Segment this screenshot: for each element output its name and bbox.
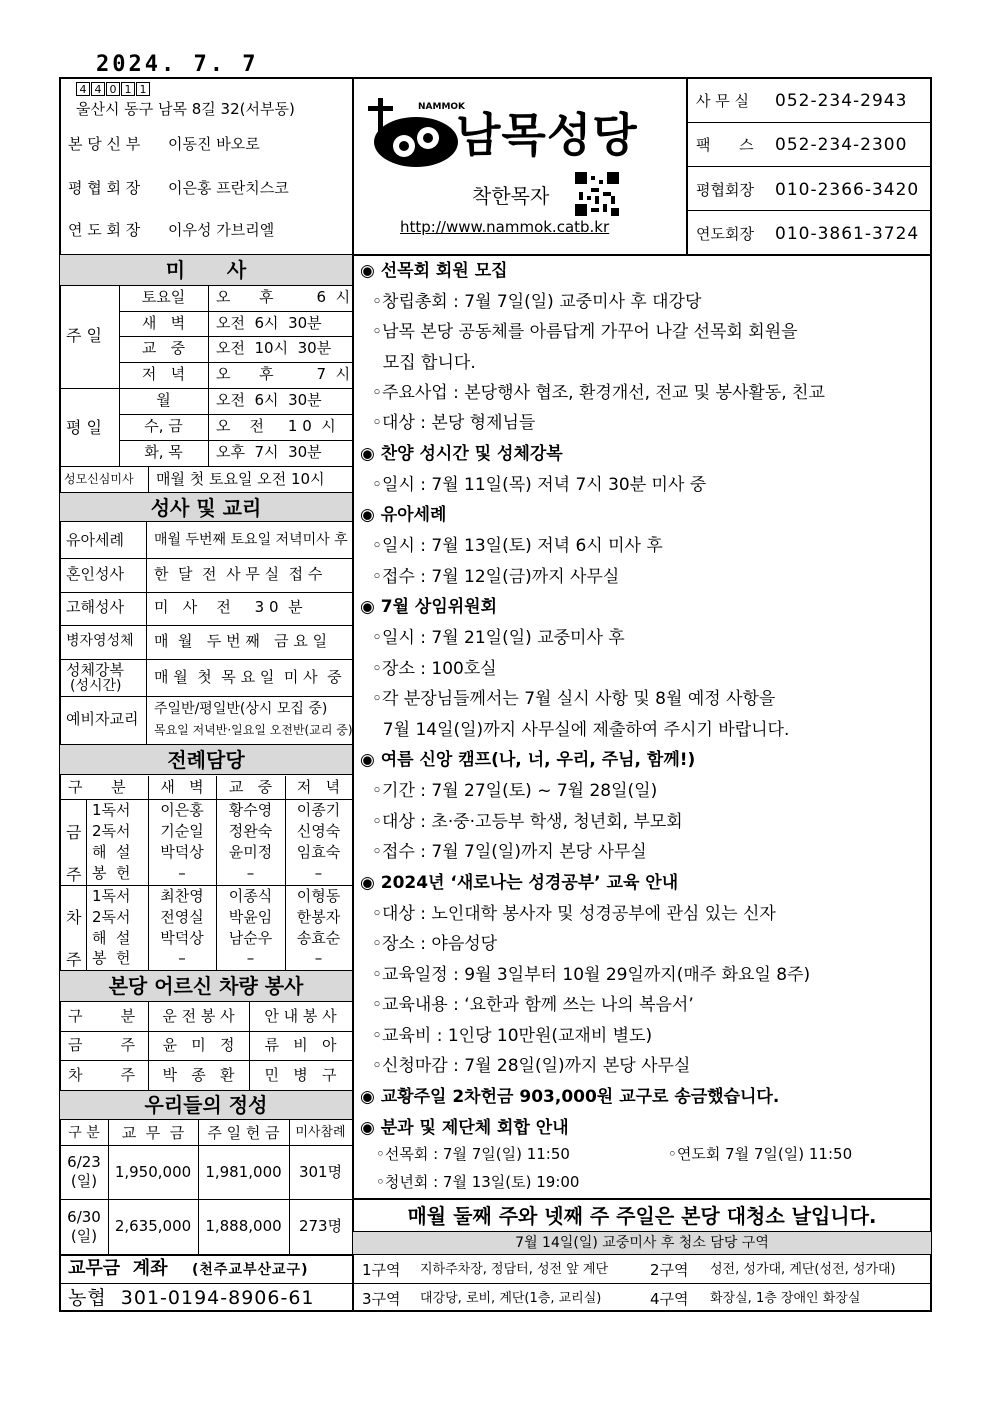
contact-label: 연도회장 [696,225,754,243]
website-link[interactable]: http://www.nammok.catb.kr [400,218,610,236]
sunday-label: 주 일 [66,326,102,345]
bulletin-date: 2024. 7. 7 [96,52,259,77]
liturgy-col-header: 교 중 [228,778,273,796]
liturgy-dawn-name: 이은홍 [160,801,204,819]
liturgy-main-name: 윤미정 [228,843,273,861]
mass-name: 교 중 [141,339,186,357]
mass-time: 오전 10시 30분 [216,339,332,357]
offering-header: 우리들의 정성 [60,1091,352,1120]
divider [60,659,352,660]
church-motto: 착한목자 [472,184,550,208]
meeting-line: ◦청년회 : 7월 13일(토) 19:00 [376,1173,580,1191]
liturgy-col-header: 새 벽 [160,778,204,796]
liturgy-col-header: 저 녁 [296,778,341,796]
sacrament-detail: 주일반/평일반(상시 모집 중) [154,701,328,717]
vehicle-col-header: 운 전 봉 사 [162,1007,235,1025]
offering-attendance: 301명 [298,1163,343,1181]
divider [353,1198,931,1200]
offering-dues: 1,950,000 [114,1163,192,1181]
liturgy-dawn-name: 박덕상 [160,929,204,947]
offering-col-header: 교 무 금 [121,1124,185,1142]
liturgy-role: 봉 헌 [92,949,131,967]
divider [60,466,352,467]
notice-title: ◉ 찬양 성시간 및 성체강복 [360,444,563,464]
notice-line: ◦접수 : 7월 12일(금)까지 사무실 [372,567,620,587]
sacrament-name: 성체강복 [66,661,124,679]
liturgy-evening-name: 신영숙 [296,822,341,840]
liturgy-evening-name: – [314,949,323,967]
cleaning-area: 성전, 성가대, 계단(성전, 성가대) [710,1262,896,1277]
mass-time: 오전 6시 30분 [216,314,322,332]
notice-line: ◦교육비 : 1인당 10만원(교재비 별도) [372,1026,653,1046]
notice-line: ◦교육일정 : 9월 3일부터 10월 29일까지(매주 화요일 8주) [372,965,811,985]
mass-name: 수, 금 [144,417,183,435]
liturgy-role: 해 설 [92,929,131,947]
liturgy-main-name: – [246,864,255,882]
mass-time: 오후 7시 30분 [216,443,322,461]
notice-line: ◦대상 : 노인대학 봉사자 및 성경공부에 관심 있는 신자 [372,904,776,924]
cleaning-subtitle: 7월 14일(일) 교중미사 후 청소 담당 구역 [515,1235,769,1251]
sacrament-name: 유아세례 [66,531,124,549]
staff-name: 이동진 바오로 [168,135,260,153]
divider [60,1199,352,1200]
mass-time: 오 후 6 시 [216,288,351,306]
notice-title: ◉ 선목회 회원 모집 [360,261,508,281]
account-number: 농협 301-0194-8906-61 [68,1287,315,1309]
church-address: 울산시 동구 남목 8길 32(서부동) [76,100,295,118]
church-name: 남목성당 [456,108,638,162]
notice-line: ◦대상 : 본당 형제님들 [372,413,536,433]
liturgy-dawn-name: – [178,864,186,882]
offering-col-header: 미사참례 [295,1125,346,1140]
offering-date: 6/23 [67,1153,101,1171]
offering-day: (일) [70,1172,98,1190]
mass-name: 월 [156,391,171,409]
vehicle-driver: 박 종 환 [162,1066,235,1084]
liturgy-group-label: 차 주 [66,908,82,969]
liturgy-header: 전례담당 [60,745,352,775]
notice-title: ◉ 분과 및 제단체 회합 안내 [360,1118,569,1138]
cleaning-zone: 2구역 [650,1261,689,1279]
divider [60,1060,352,1061]
liturgy-evening-name: 이종기 [296,801,341,819]
sacrament-detail: 매 월 첫 목 요 일 미 사 중 [154,668,342,686]
liturgy-main-name: 황수영 [228,801,273,819]
notice-line: ◦남목 본당 공동체를 아름답게 가꾸어 나갈 선목회 회원을 [372,322,798,342]
qr-code-icon [575,172,619,216]
notice-title: ◉ 유아세례 [360,505,447,525]
vehicle-guide: 민 병 구 [264,1066,337,1084]
divider [60,1145,352,1146]
sacrament-name: 고해성사 [66,598,124,616]
divider [60,388,352,389]
liturgy-dawn-name: 박덕상 [160,843,204,861]
staff-role: 본 당 신 부 [68,135,141,153]
cleaning-title: 매월 둘째 주와 넷째 주 주일은 본당 대청소 날입니다. [407,1204,877,1228]
contact-value: 052-234-2943 [775,91,908,111]
postal-digit: 1 [136,82,150,96]
divider [353,1283,931,1284]
liturgy-role: 1독서 [92,887,131,905]
liturgy-col-header: 구 분 [68,778,126,796]
divider [60,592,352,593]
marian-mass-time: 매월 첫 토요일 오전 10시 [156,470,325,488]
liturgy-role: 해 설 [92,843,131,861]
sacrament-detail: 매 월 두 번 째 금 요 일 [154,632,328,650]
liturgy-dawn-name: – [178,949,186,967]
offering-sunday: 1,981,000 [205,1163,282,1181]
marian-mass-name: 성모신심미사 [64,472,134,486]
notice-line: ◦일시 : 7월 13일(토) 저녁 6시 미사 후 [372,536,663,556]
notice-title: ◉ 2024년 ‘새로나는 성경공부’ 교육 안내 [360,873,679,893]
meeting-line: ◦연도회 7월 7일(일) 11:50 [668,1145,853,1163]
notice-line: ◦기간 : 7월 27일(토) ~ 7월 28일(일) [372,781,658,801]
staff-role: 평 협 회 장 [68,179,141,197]
postal-digit: 4 [91,82,105,96]
liturgy-role: 1독서 [92,801,131,819]
staff-name: 이우성 가브리엘 [168,221,275,239]
notice-title: ◉ 교황주일 2차헌금 903,000원 교구로 송금했습니다. [360,1087,780,1107]
cleaning-area: 지하주차장, 정담터, 성전 앞 계단 [420,1262,609,1277]
mass-name: 새 벽 [141,314,186,332]
liturgy-dawn-name: 전영실 [160,908,204,926]
offering-date: 6/30 [67,1208,101,1226]
contact-value: 010-2366-3420 [775,180,920,200]
liturgy-evening-name: 임효숙 [296,843,341,861]
sacrament-name-sub: (성시간) [70,678,122,694]
contact-label: 팩 스 [696,136,754,154]
cleaning-zone: 3구역 [362,1290,401,1308]
mass-name: 화, 목 [144,443,183,461]
notice-line: ◦접수 : 7월 7일(일)까지 본당 사무실 [372,842,647,862]
sacrament-name: 병자영성체 [66,633,134,649]
divider [60,1031,352,1032]
notice-line: 7월 14일(일)까지 사무실에 제출하여 주시기 바랍니다. [372,720,790,740]
liturgy-role: 봉 헌 [92,864,131,882]
postal-digit: 4 [76,82,90,96]
staff-name: 이은홍 프란치스코 [168,179,289,197]
notice-line: ◦일시 : 7월 21일(일) 교중미사 후 [372,628,625,648]
offering-sunday: 1,888,000 [205,1217,282,1235]
liturgy-evening-name: 송효순 [296,929,341,947]
divider [148,467,149,492]
notice-title: ◉ 여름 신앙 캠프(나, 너, 우리, 주님, 함께!) [360,750,696,770]
mass-time: 오 전 1 0 시 [216,417,336,435]
vehicle-guide: 류 비 아 [264,1036,337,1054]
notice-line: ◦각 분장님들께서는 7월 실시 사항 및 8월 예정 사항을 [372,689,776,709]
divider [119,311,352,312]
vehicle-week: 금 주 [68,1036,136,1054]
offering-day: (일) [70,1227,98,1245]
postal-digit: 0 [106,82,120,96]
liturgy-main-name: 정완숙 [228,822,273,840]
vehicle-header: 본당 어르신 차량 봉사 [60,971,352,1002]
cleaning-area: 화장실, 1층 장애인 화장실 [710,1291,861,1306]
divider [60,696,352,697]
liturgy-group-label: 금 주 [66,823,82,884]
offering-dues: 2,635,000 [114,1217,192,1235]
liturgy-main-name: 이종식 [228,887,273,905]
divider [86,800,87,970]
mass-header: 미 사 [60,255,352,285]
divider [119,362,352,363]
notice-line: ◦주요사업 : 본당행사 협조, 환경개선, 전교 및 봉사활동, 친교 [372,383,825,403]
meeting-line: ◦선목회 : 7월 7일(일) 11:50 [376,1145,570,1163]
notice-line: ◦장소 : 야음성당 [372,934,498,954]
vehicle-week: 차 주 [68,1066,136,1084]
postal-digit: 1 [121,82,135,96]
notice-line: ◦일시 : 7월 11일(목) 저녁 7시 30분 미사 중 [372,475,707,495]
cleaning-area: 대강당, 로비, 계단(1층, 교리실) [420,1291,602,1306]
cleaning-zone: 4구역 [650,1290,689,1308]
liturgy-role: 2독서 [92,822,131,840]
logo-small-text: NAMMOK [418,102,466,112]
divider [60,885,352,886]
sacrament-detail-sub: 목요일 저녁반·일요일 오전반(교리 중) [154,723,353,737]
liturgy-main-name: 박윤임 [228,908,273,926]
divider [60,799,352,800]
account-owner: (천주교부산교구) [192,1262,309,1278]
vehicle-driver: 윤 미 정 [162,1036,235,1054]
sacrament-detail: 미 사 전 3 0 분 [154,598,303,616]
liturgy-evening-name: 이형동 [296,887,341,905]
mass-time: 오전 6시 30분 [216,391,322,409]
divider [119,336,352,337]
divider [60,1254,352,1256]
notice-line: ◦교육내용 : ‘요한과 함께 쓰는 나의 복음서’ [372,995,694,1015]
notice-line: ◦장소 : 100호실 [372,659,497,679]
contact-value: 010-3861-3724 [775,224,920,244]
offering-col-header: 구 분 [68,1125,100,1141]
notice-line: ◦대상 : 초·중·고등부 학생, 청년회, 부모회 [372,812,683,832]
contact-label: 사 무 실 [696,92,750,110]
sacrament-detail: 매월 두번째 토요일 저녁미사 후 [154,532,348,548]
contact-value: 052-234-2300 [775,135,908,155]
liturgy-dawn-name: 최찬영 [160,887,204,905]
cleaning-zone: 1구역 [362,1261,401,1279]
divider [687,122,931,123]
vehicle-col-header: 구 분 [68,1007,136,1025]
mass-name: 저 녁 [141,365,186,383]
liturgy-evening-name: 한봉자 [296,908,341,926]
liturgy-dawn-name: 기순일 [160,822,204,840]
liturgy-main-name: – [246,949,255,967]
notice-line: ◦신청마감 : 7월 28일(일)까지 본당 사무실 [372,1056,691,1076]
vehicle-col-header: 안 내 봉 사 [264,1007,337,1025]
divider [60,1283,352,1284]
offering-attendance: 273명 [298,1217,343,1235]
sacrament-detail: 한 달 전 사 무 실 접 수 [154,565,323,583]
mass-time: 오 후 7 시 [216,365,351,383]
sacrament-name: 혼인성사 [66,565,124,583]
contact-label: 평협회장 [696,181,754,199]
weekday-label: 평 일 [66,418,102,437]
divider [60,558,352,559]
divider [60,285,352,286]
staff-role: 연 도 회 장 [68,221,141,239]
notice-line: 모집 합니다. [372,353,476,373]
main-column-divider [352,78,354,1311]
liturgy-main-name: 남순우 [228,929,273,947]
notice-title: ◉ 7월 상임위원회 [360,597,498,617]
offering-col-header: 주 일 헌 금 [207,1124,280,1142]
liturgy-evening-name: – [314,864,323,882]
sacrament-name: 예비자교리 [66,710,139,728]
notice-line: ◦창립총회 : 7월 7일(일) 교중미사 후 대강당 [372,292,702,312]
divider [687,166,931,167]
mass-name: 토요일 [141,288,186,306]
account-label: 교무금 계좌 [68,1258,168,1279]
sacraments-header: 성사 및 교리 [60,492,352,522]
divider [119,440,352,441]
divider [60,625,352,626]
divider [119,414,352,415]
divider [146,522,147,744]
divider [687,210,931,211]
liturgy-role: 2독서 [92,908,131,926]
